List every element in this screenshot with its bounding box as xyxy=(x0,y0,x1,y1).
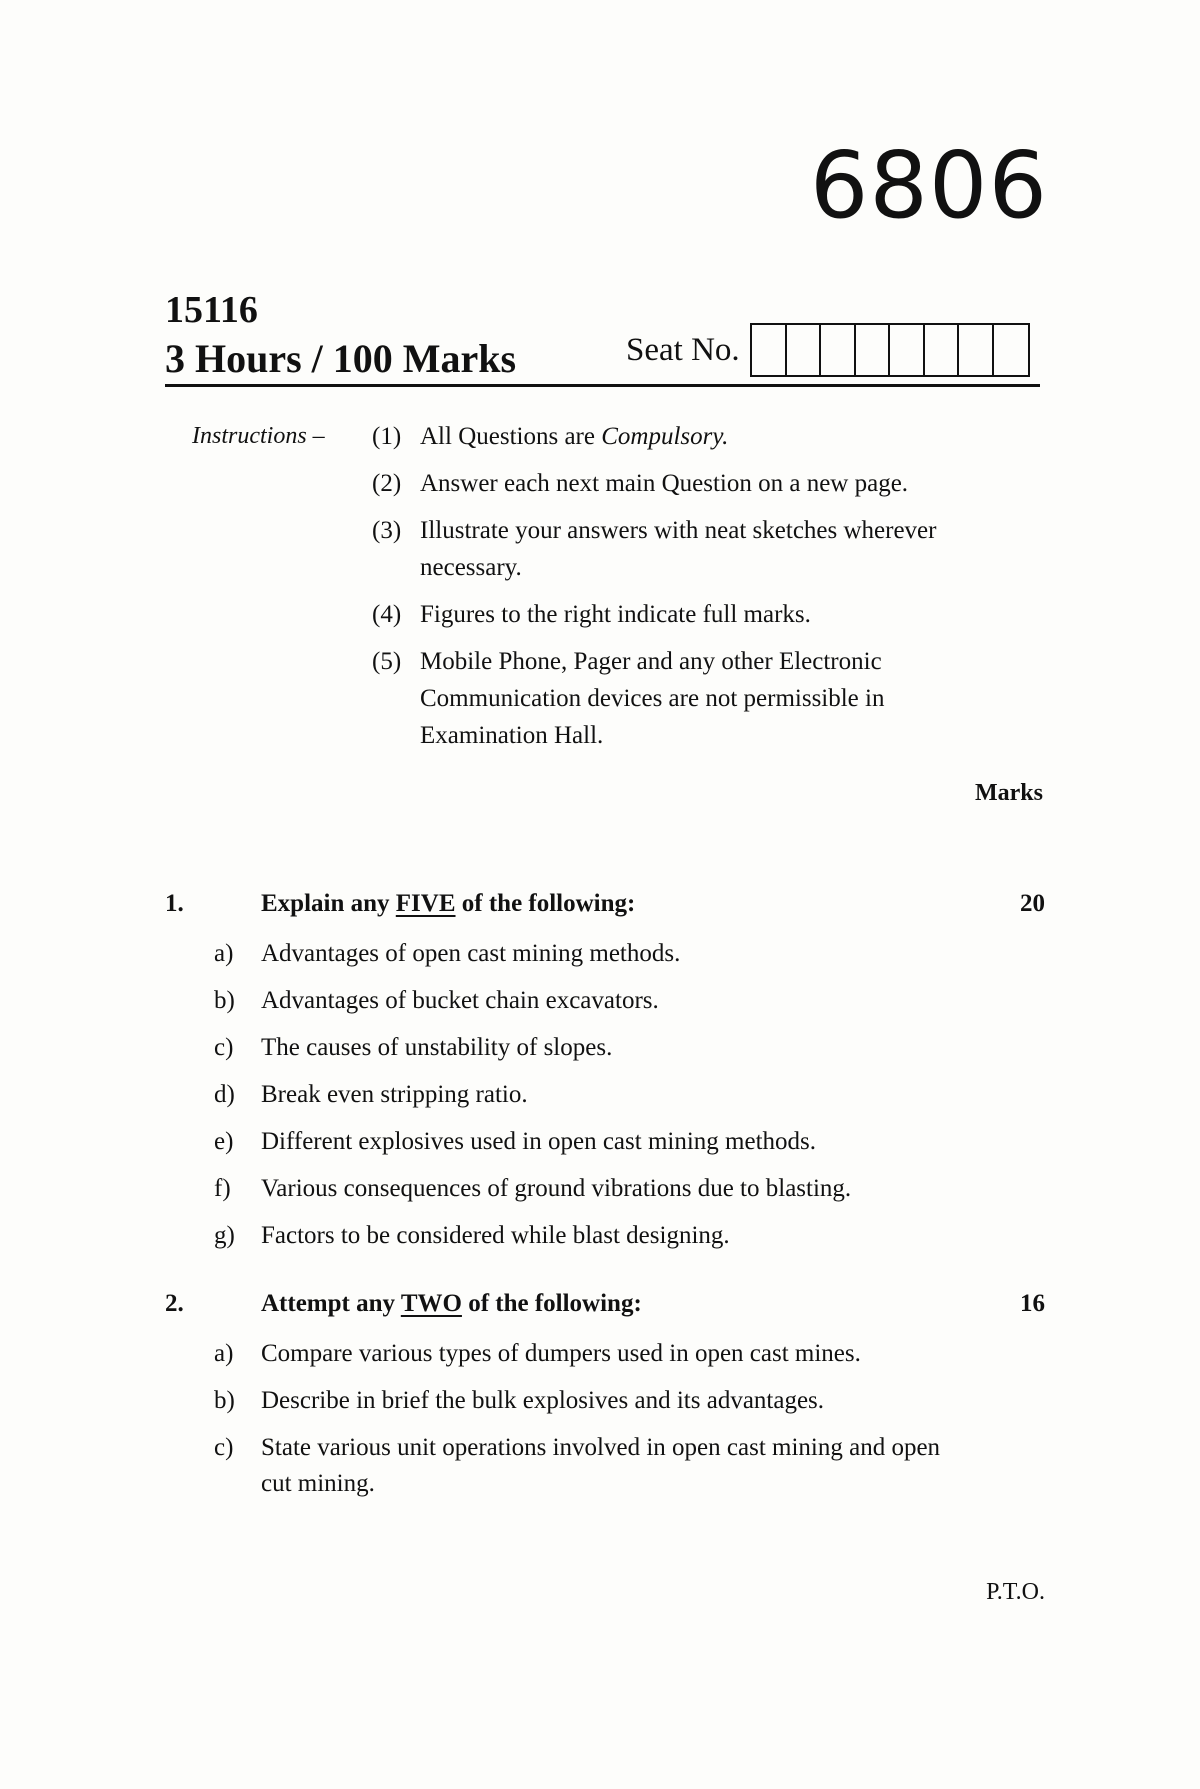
question-1 xyxy=(165,890,1045,1265)
part-label: g) xyxy=(214,1222,235,1249)
instructions-list xyxy=(372,418,1012,764)
instruction-item xyxy=(372,643,1012,754)
part-text: Factors to be considered while blast designing. xyxy=(261,1222,730,1249)
paper-code: 15116 xyxy=(165,289,258,331)
instruction-item xyxy=(372,418,1012,455)
question-header xyxy=(165,890,1045,936)
question-parts xyxy=(165,1336,1045,1502)
instruction-item xyxy=(372,512,1012,586)
question-part xyxy=(165,1171,1045,1207)
question-part xyxy=(165,1430,1045,1502)
instruction-text: Mobile Phone, Pager and any other Electronic Communication devices are not permissible in Examination Hall. xyxy=(420,648,885,749)
question-number: 2. xyxy=(165,1290,184,1317)
part-label: a) xyxy=(214,940,234,967)
instruction-number: (1) xyxy=(372,423,402,450)
part-label: b) xyxy=(214,1387,235,1414)
question-part xyxy=(165,936,1045,972)
part-text: Advantages of bucket chain excavators. xyxy=(261,987,659,1014)
part-text: Various consequences of ground vibrations due to blasting. xyxy=(261,1175,852,1202)
question-title: Explain any FIVE of the following: xyxy=(261,890,636,917)
question-parts xyxy=(165,936,1045,1254)
seat-box[interactable] xyxy=(856,325,891,375)
instructions-label: Instructions – xyxy=(192,423,325,449)
part-label: c) xyxy=(214,1034,234,1061)
question-part xyxy=(165,1383,1045,1419)
question-part xyxy=(165,1218,1045,1254)
question-part xyxy=(165,1124,1045,1160)
instruction-text: Answer each next main Question on a new page. xyxy=(420,470,909,497)
question-2 xyxy=(165,1290,1045,1513)
handwritten-paper-number: 6806 xyxy=(809,132,1048,239)
part-label: f) xyxy=(214,1175,231,1202)
part-text: The causes of unstability of slopes. xyxy=(261,1034,613,1061)
question-keyword: FIVE xyxy=(395,890,456,917)
question-part xyxy=(165,1030,1045,1066)
question-number: 1. xyxy=(165,890,184,917)
part-text: Describe in brief the bulk explosives and its advantages. xyxy=(261,1387,825,1414)
seat-box[interactable] xyxy=(890,325,925,375)
question-title: Attempt any TWO of the following: xyxy=(261,1290,642,1317)
question-marks: 16 xyxy=(1020,1290,1045,1317)
part-text: Advantages of open cast mining methods. xyxy=(261,940,681,967)
part-text: Compare various types of dumpers used in open cast mines. xyxy=(261,1340,861,1367)
part-text: Different explosives used in open cast mining methods. xyxy=(261,1128,816,1155)
please-turn-over: P.T.O. xyxy=(986,1579,1045,1605)
instruction-item xyxy=(372,596,1012,633)
part-label: e) xyxy=(214,1128,234,1155)
question-keyword: TWO xyxy=(400,1290,462,1317)
seat-box[interactable] xyxy=(925,325,960,375)
part-label: b) xyxy=(214,987,235,1014)
question-part xyxy=(165,1336,1045,1372)
marks-column-heading: Marks xyxy=(975,780,1043,806)
instruction-number: (3) xyxy=(372,517,402,544)
instruction-number: (4) xyxy=(372,601,402,628)
part-text: State various unit operations involved in open cast mining and open cut mining. xyxy=(261,1434,941,1497)
question-marks: 20 xyxy=(1020,890,1045,917)
instruction-text: Figures to the right indicate full marks. xyxy=(420,601,811,628)
exam-duration-marks: 3 Hours / 100 Marks xyxy=(165,336,517,381)
seat-box[interactable] xyxy=(959,325,994,375)
seat-number-boxes[interactable] xyxy=(750,323,1030,377)
question-part xyxy=(165,1077,1045,1113)
instruction-number: (2) xyxy=(372,470,402,497)
part-label: c) xyxy=(214,1434,234,1461)
part-label: d) xyxy=(214,1081,235,1108)
seat-number-label: Seat No. xyxy=(626,332,740,368)
instruction-number: (5) xyxy=(372,648,402,675)
part-label: a) xyxy=(214,1340,234,1367)
seat-box[interactable] xyxy=(821,325,856,375)
part-text: Break even stripping ratio. xyxy=(261,1081,528,1108)
seat-box[interactable] xyxy=(994,325,1029,375)
seat-box[interactable] xyxy=(787,325,822,375)
header-divider xyxy=(165,384,1040,387)
seat-box[interactable] xyxy=(752,325,787,375)
instruction-item xyxy=(372,465,1012,502)
question-header xyxy=(165,1290,1045,1336)
instruction-text: Illustrate your answers with neat sketches wherever necessary. xyxy=(420,517,937,581)
question-part xyxy=(165,983,1045,1019)
instruction-emphasis: Compulsory. xyxy=(601,423,729,450)
instruction-text: All Questions are Compulsory. xyxy=(420,423,729,450)
